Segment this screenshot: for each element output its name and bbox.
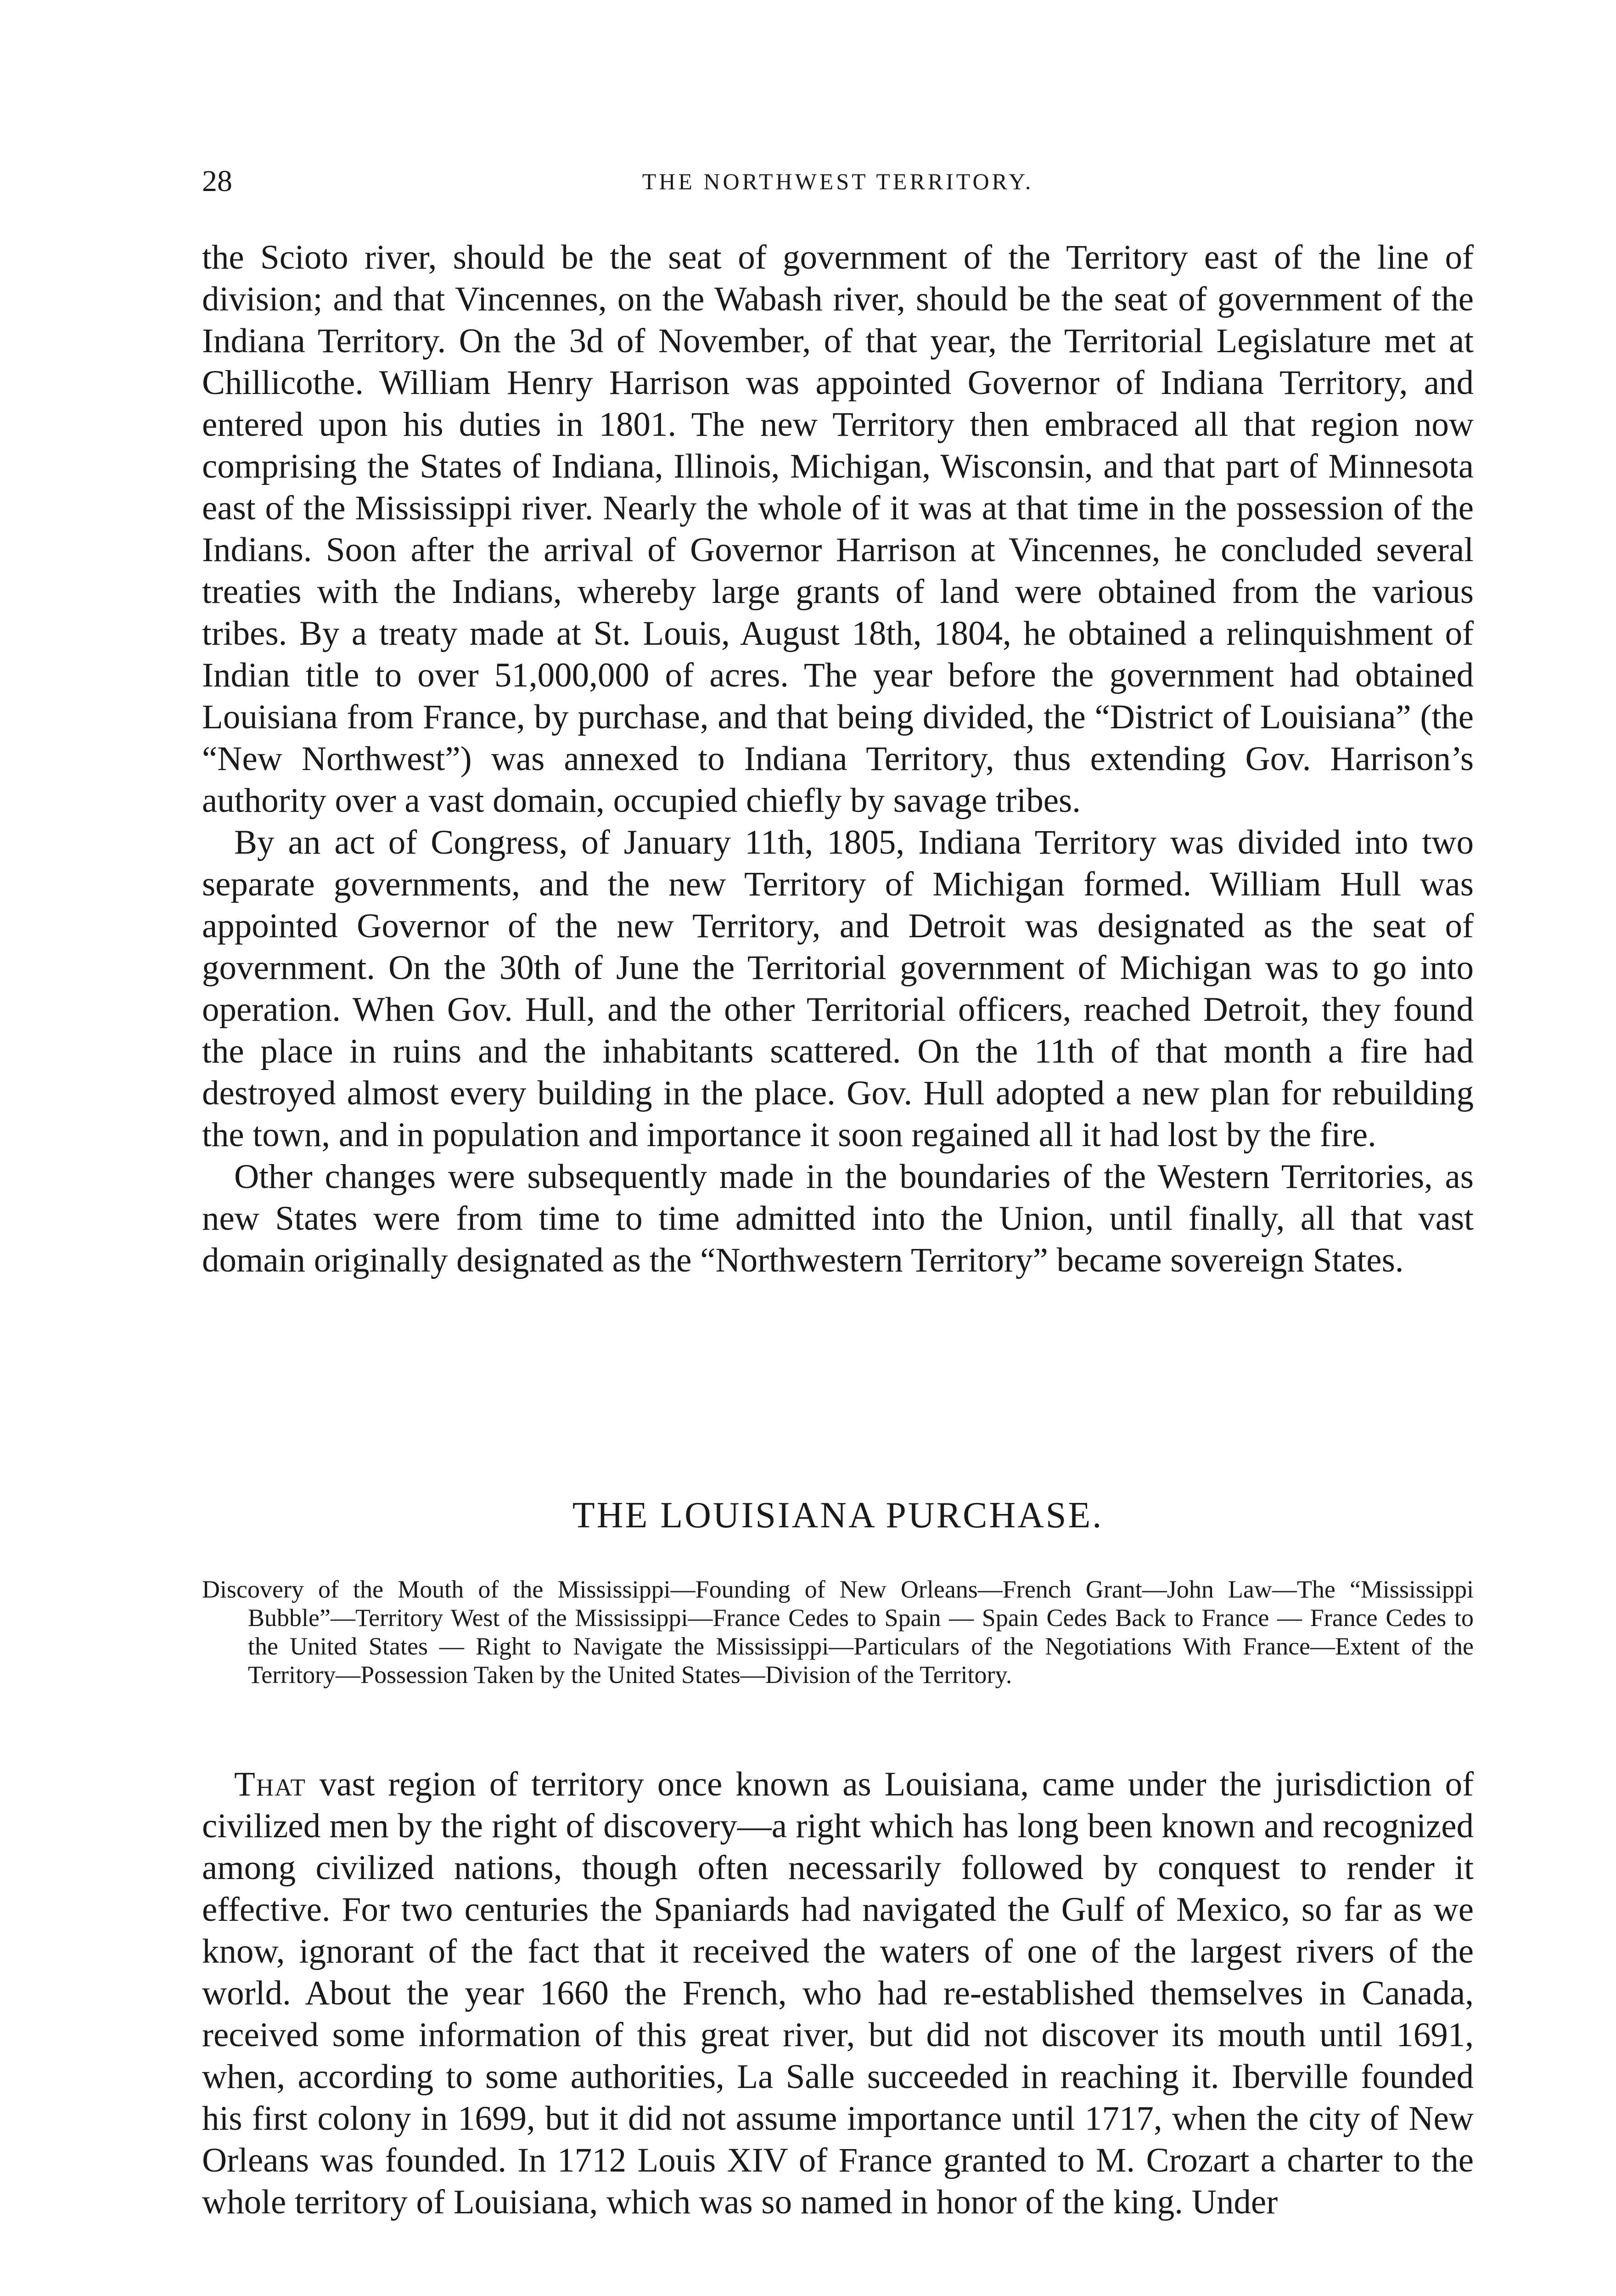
section-heading: THE LOUISIANA PURCHASE. bbox=[572, 1495, 1104, 1536]
book-page bbox=[202, 0, 1474, 2296]
paragraph-michigan: By an act of Congress, of January 11th, 1805, Indiana Territory was divided into two separate governments, and the new Territory of Michigan formed. William Hull was appointed Governor of the new Territory, and Detroit was designated as the seat of government. On the 30th of June the Territorial government of Michigan was to go into operation. When Gov. Hull, and the other Territorial officers, reached Detroit, they found the place in ruins and the inhabitants scattered. On the 11th of that month a fire had destroyed almost every building in the place. Gov. Hull adopted a new plan for rebuilding the town, and in population and importance it soon regained all it had lost by the fire. bbox=[202, 823, 1474, 1154]
page-number: 28 bbox=[202, 164, 232, 198]
paragraph-louisiana-opening bbox=[202, 1763, 1474, 2223]
paragraph-continued: the Scioto river, should be the seat of government of the Territory east of the line of division; and that Vincennes, on the Wabash river, should be the seat of government of the Indiana Territory. On the 3d of November, of that year, the Territorial Legislature met at Chillicothe. William Henry Harrison was appointed Governor of Indiana Territory, and entered upon his duties in 1801. The new Territory then embraced all that region now comprising the States of Indiana, Illinois, Michigan, Wisconsin, and that part of Minnesota east of the Mississippi river. Nearly the whole of it was at that time in the possession of the Indians. Soon after the arrival of Governor Harrison at Vincennes, he concluded several treaties with the Indians, whereby large grants of land were obtained from the various tribes. By a treaty made at St. Louis, August 18th, 1804, he obtained a relinquishment of Indian title to over 51,000,000 of acres. The year before the government had obtained Louisiana from France, by purchase, and that being divided, the “District of Louisiana” (the “New Northwest”) was annexed to Indiana Territory, thus extending Gov. Harrison’s authority over a vast domain, occupied chiefly by savage tribes. bbox=[202, 238, 1474, 820]
running-title: THE NORTHWEST TERRITORY. bbox=[642, 169, 1034, 194]
northwest-territory-text bbox=[202, 236, 1474, 1281]
opening-paragraph-text: vast region of territory once known as Louisiana, came under the jurisdiction of civilized men by the right of discovery—a right which has long been known and recognized among civilized nations, though often necessarily followed by conquest to render it effective. For two centuries the Spaniards had navigated the Gulf of Mexico, so far as we know, ignorant of the fact that it received the waters of one of the largest rivers of the world. About the year 1660 the French, who had re-established themselves in Canada, received some information of this great river, but did not discover its mouth until 1691, when, according to some authorities, La Salle succeeded in reaching it. Iberville founded his first colony in 1699, but it did not assume importance until 1717, when the city of New Orleans was founded. In 1712 Louis XIV of France granted to M. Crozart a charter to the whole territory of Louisiana, which was so named in honor of the king. Under bbox=[202, 1765, 1474, 2221]
chapter-synopsis: Discovery of the Mouth of the Mississippi—Founding of New Orleans—French Grant—John Law—The “Mississippi Bubble”—Territory West of the Mississippi—France Cedes to Spain — Spain Cedes Back to France — France Cedes to the United States — Right to Navigate the Mississippi—Particulars of the Negotiations With France—Extent of the Territory—Possession Taken by the United States—Division of the Territory. bbox=[202, 1576, 1474, 1688]
louisiana-purchase-text bbox=[202, 1763, 1474, 2223]
running-head bbox=[202, 161, 1474, 202]
paragraph-other-changes: Other changes were subsequently made in the boundaries of the Western Territories, as new States were from time to time admitted into the Union, until finally, all that vast domain originally designated as the “Northwestern Territory” became sovereign States. bbox=[202, 1158, 1474, 1279]
opening-word: That bbox=[234, 1765, 306, 1803]
